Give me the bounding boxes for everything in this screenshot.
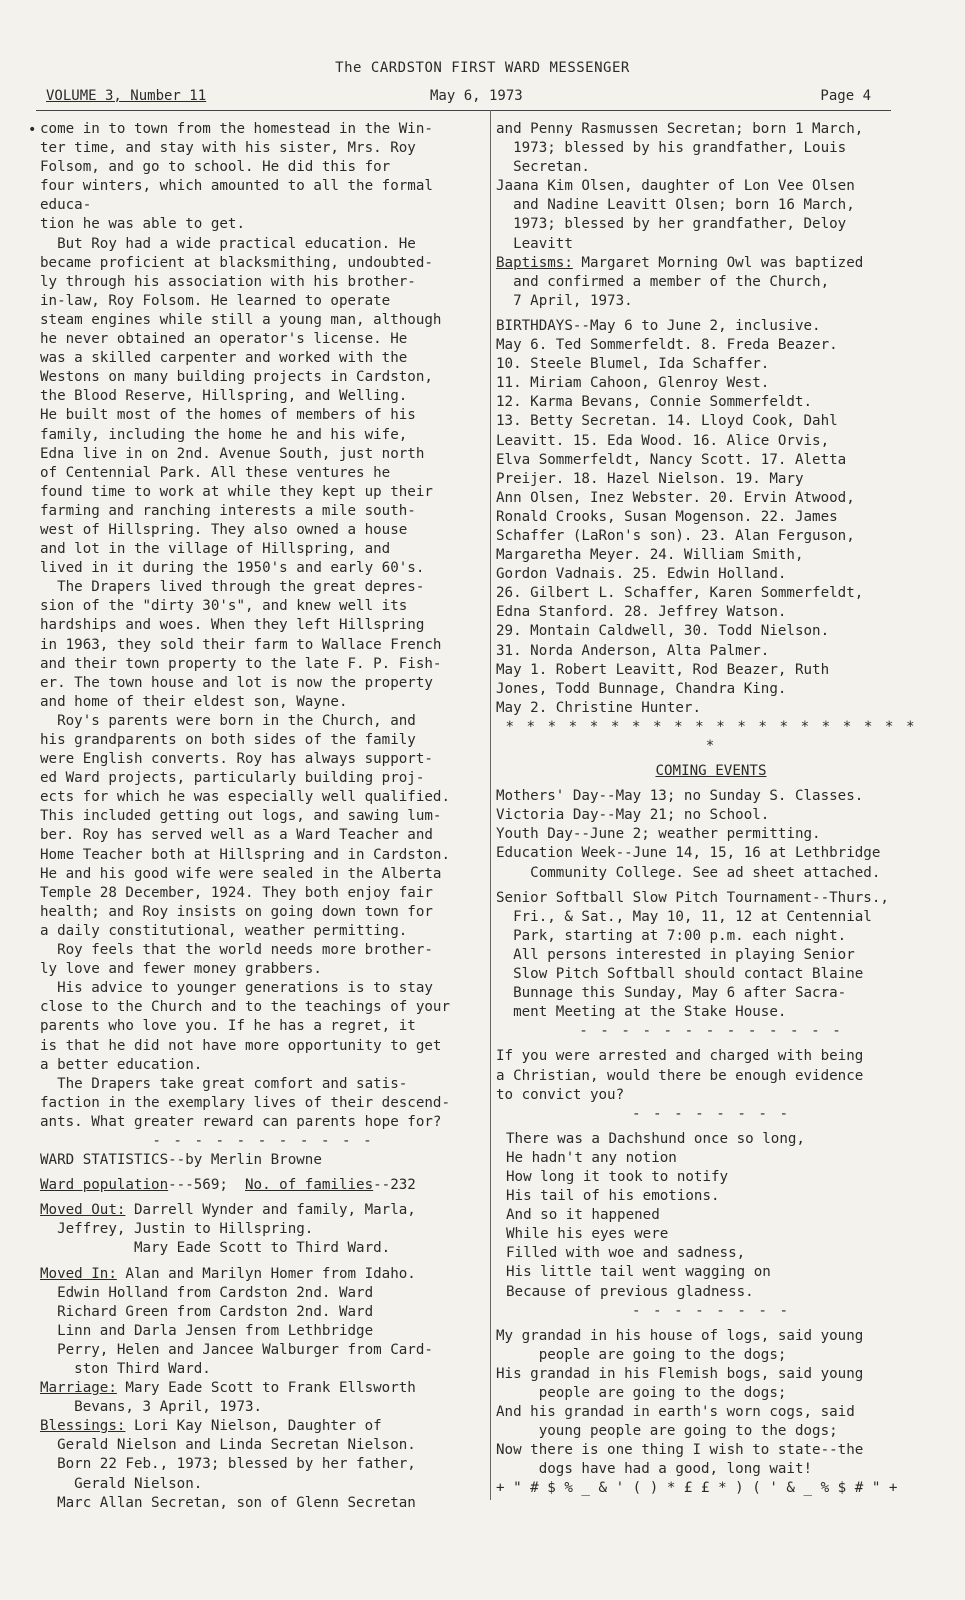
text-line: But Roy had a wide practical education. He: [57, 235, 416, 252]
section-divider: - - - - - - - -: [631, 1105, 791, 1122]
text-line: were English converts. Roy has always support-: [40, 751, 433, 768]
story-paragraph-3: [40, 578, 486, 712]
list-item: Community College. See ad sheet attached.: [530, 864, 881, 881]
text-line: was a skilled carpenter and worked with the: [40, 350, 408, 367]
symbol-border: + " # $ % _ & ' ( ) * £ £ * ) ( ' & _ % $ # " +: [496, 1480, 898, 1497]
birthdays: [496, 317, 926, 718]
text-line: in-law, Roy Folsom. He learned to operate: [40, 292, 391, 309]
story-paragraph-6: [40, 979, 486, 1074]
text-line: Bunnage this Sunday, May 6 after Sacra-: [513, 985, 847, 1002]
blessings-line: [40, 1417, 486, 1436]
text-line: Margaret Morning Owl was baptized: [581, 254, 864, 271]
section-divider: - - - - - - - - - - -: [152, 1132, 374, 1149]
right-column: [496, 120, 926, 1499]
volume-row: [46, 88, 871, 108]
text-line: Leavitt: [513, 235, 573, 252]
text-line: a Christian, would there be enough evidence: [496, 1067, 864, 1084]
star-divider: * * * * * * * * * * * * * * * * * * * * *: [505, 718, 917, 754]
list-item: 11. Miriam Cahoon, Glenroy West.: [496, 375, 770, 392]
text-line: in 1963, they sold their farm to Wallace French: [40, 636, 442, 653]
text-line: Linn and Darla Jensen from Lethbridge: [57, 1322, 374, 1339]
moved-in-line: [40, 1265, 486, 1284]
text-line: the Blood Reserve, Hillspring, and Welling.: [40, 388, 408, 405]
text-line: 7 April, 1973.: [513, 292, 633, 309]
text-line: Edna live in on 2nd. Avenue South, just north: [40, 445, 425, 462]
poem-line: There was a Dachshund once so long,: [506, 1130, 805, 1147]
text-line: and Nadine Leavitt Olsen; born 16 March,: [513, 197, 855, 214]
section-title: WARD STATISTICS--by Merlin Browne: [40, 1152, 322, 1169]
list-item: 12. Karma Bevans, Connie Sommerfeldt.: [496, 394, 813, 411]
population-value: ---569;: [168, 1177, 228, 1194]
text-line: ly love and fewer money grabbers.: [40, 961, 322, 978]
list-item: May 6. Ted Sommerfeldt. 8. Freda Beazer.: [496, 337, 838, 354]
list-item: 31. Norda Anderson, Alta Palmer.: [496, 642, 770, 659]
list-item: Mothers' Day--May 13; no Sunday S. Classes.: [496, 788, 864, 805]
poem-line: people are going to the dogs;: [538, 1346, 787, 1363]
column-divider: [490, 110, 491, 1500]
baptisms-line: [496, 254, 926, 273]
text-line: Park, starting at 7:00 p.m. each night.: [513, 927, 847, 944]
text-line: tion he was able to get.: [40, 216, 245, 233]
blessings-continued: [496, 120, 926, 254]
marriage-label: Marriage:: [40, 1380, 117, 1397]
poem-line: My grandad in his house of logs, said young: [496, 1327, 864, 1344]
birthdays-title: BIRTHDAYS--May 6 to June 2, inclusive.: [496, 317, 821, 334]
text-line: and confirmed a member of the Church,: [513, 273, 830, 290]
ward-statistics: [40, 1151, 486, 1513]
text-line: close to the Church and to the teachings of your: [40, 999, 450, 1016]
poem-line: And so it happened: [506, 1207, 660, 1224]
poem-line: people are going to the dogs;: [538, 1385, 787, 1401]
moved-out-line: [40, 1201, 486, 1220]
text-line: Folsom, and go to school. He did this for: [40, 159, 391, 176]
margin-mark: •: [28, 122, 37, 138]
poem-line: His tail of his emotions.: [506, 1188, 720, 1205]
text-line: is that he did not have more opportunity to get: [40, 1037, 442, 1054]
coming-events: [496, 787, 926, 882]
text-line: he never obtained an operator's license. He: [40, 331, 408, 348]
text-line: a better education.: [40, 1056, 203, 1073]
list-item: 10. Steele Blumel, Ida Schaffer.: [496, 356, 770, 373]
text-line: Lori Kay Nielson, Daughter of: [133, 1418, 382, 1435]
section-divider: - - - - - - - - - - - - -: [579, 1023, 843, 1040]
text-line: Edwin Holland from Cardston 2nd. Ward: [57, 1284, 374, 1301]
baptisms-label: Baptisms:: [496, 254, 573, 271]
text-line: steam engines while still a young man, although: [40, 311, 442, 328]
text-line: Roy feels that the world needs more brother-: [57, 942, 433, 959]
blessings-label: Blessings:: [40, 1418, 126, 1435]
header-rule: [36, 110, 891, 111]
text-line: a daily constitutional, weather permitting.: [40, 922, 408, 939]
list-item: May 2. Christine Hunter.: [496, 699, 701, 716]
story-paragraph-2: [40, 235, 486, 579]
page-number: Page 4: [820, 88, 871, 104]
text-line: and lot in the village of Hillspring, and: [40, 541, 391, 558]
text-line: If you were arrested and charged with being: [496, 1048, 864, 1065]
text-line: All persons interested in playing Senior: [513, 946, 855, 963]
section-divider: - - - - - - - -: [631, 1302, 791, 1319]
poem-line: Now there is one thing I wish to state--the: [496, 1442, 864, 1459]
text-line: His advice to younger generations is to stay: [57, 980, 433, 997]
text-line: found time to work at while they kept up their: [40, 483, 433, 500]
list-item: Education Week--June 14, 15, 16 at Lethbridge: [496, 845, 881, 862]
poem-line: Because of previous gladness.: [506, 1283, 754, 1300]
text-line: ter time, and stay with his sister, Mrs. Roy: [40, 140, 416, 157]
text-line: Gerald Nielson and Linda Secretan Nielson.: [57, 1437, 416, 1454]
dachshund-poem: [496, 1130, 926, 1302]
population-line: [40, 1176, 486, 1195]
list-item: Edna Stanford. 28. Jeffrey Watson.: [496, 604, 787, 621]
events-title: COMING EVENTS: [655, 763, 767, 780]
text-line: and home of their eldest son, Wayne.: [40, 693, 348, 710]
list-item: Ronald Crooks, Susan Mogenson. 22. James: [496, 508, 838, 525]
text-line: ston Third Ward.: [74, 1361, 211, 1377]
text-line: Senior Softball Slow Pitch Tournament--Thurs.,: [496, 889, 889, 906]
text-line: Mary Eade Scott to Frank Ellsworth: [125, 1380, 416, 1397]
list-item: 29. Montain Caldwell, 30. Todd Nielson.: [496, 623, 830, 640]
text-line: to convict you?: [496, 1086, 625, 1103]
text-line: lived in it during the 1950's and early 60's.: [40, 560, 425, 577]
text-line: Secretan.: [513, 159, 590, 176]
text-line: four winters, which amounted to all the formal educa-: [40, 178, 433, 214]
moved-in-label: Moved In:: [40, 1265, 117, 1282]
poem-line: He hadn't any notion: [506, 1149, 677, 1166]
text-line: Bevans, 3 April, 1973.: [74, 1399, 263, 1416]
list-item: 13. Betty Secretan. 14. Lloyd Cook, Dahl: [496, 413, 838, 430]
text-line: family, including the home he and his wife,: [40, 426, 408, 443]
text-line: The Drapers take great comfort and satis-: [57, 1075, 408, 1092]
text-line: ment Meeting at the Stake House.: [513, 1004, 787, 1021]
text-line: and Penny Rasmussen Secretan; born 1 March,: [496, 121, 864, 137]
list-item: Leavitt. 15. Eda Wood. 16. Alice Orvis,: [496, 432, 830, 449]
volume-number: VOLUME 3, Number 11: [46, 88, 207, 104]
text-line: Born 22 Feb., 1973; blessed by her father,: [57, 1456, 416, 1473]
text-line: west of Hillspring. They also owned a house: [40, 521, 408, 538]
population-label: Ward population: [40, 1177, 169, 1194]
text-line: Roy's parents were born in the Church, and: [57, 712, 416, 729]
text-line: Darrell Wynder and family, Marla,: [133, 1202, 416, 1219]
list-item: 26. Gilbert L. Schaffer, Karen Sommerfeldt,: [496, 585, 864, 602]
text-line: of Centennial Park. All these ventures he: [40, 464, 391, 481]
text-line: 1973; blessed by her grandfather, Deloy: [513, 216, 847, 233]
poem-line: Filled with woe and sadness,: [506, 1245, 746, 1262]
text-line: Jeffrey, Justin to Hillspring.: [57, 1221, 314, 1238]
list-item: Youth Day--June 2; weather permitting.: [496, 826, 821, 843]
text-line: Perry, Helen and Jancee Walburger from Card-: [57, 1341, 433, 1358]
text-line: This included getting out logs, and sawing lum-: [40, 808, 442, 825]
list-item: Elva Sommerfeldt, Nancy Scott. 17. Aletta: [496, 451, 847, 468]
list-item: Jones, Todd Bunnage, Chandra King.: [496, 680, 787, 697]
story-paragraph-1: [40, 120, 486, 235]
text-line: became proficient at blacksmithing, undoubted-: [40, 254, 433, 271]
text-line: parents who love you. If he has a regret, it: [40, 1018, 416, 1035]
text-line: Slow Pitch Softball should contact Blaine: [513, 966, 864, 983]
story-paragraph-7: [40, 1075, 486, 1132]
text-line: faction in the exemplary lives of their descend-: [40, 1094, 450, 1111]
text-line: Westons on many building projects in Cardston,: [40, 369, 433, 386]
text-line: farming and ranching interests a mile south-: [40, 502, 416, 519]
text-line: ber. Roy has served well as a Ward Teacher and: [40, 827, 433, 844]
poem-line: His grandad in his Flemish bogs, said young: [496, 1365, 864, 1382]
text-line: He and his good wife were sealed in the Alberta: [40, 865, 442, 882]
poem-line: While his eyes were: [506, 1226, 669, 1243]
poem-line: dogs have had a good, long wait!: [538, 1461, 813, 1478]
grandad-poem: [496, 1327, 926, 1480]
masthead: The CARDSTON FIRST WARD MESSENGER: [335, 60, 630, 76]
list-item: Margaretha Meyer. 24. William Smith,: [496, 547, 804, 564]
list-item: May 1. Robert Leavitt, Rod Beazer, Ruth: [496, 661, 830, 678]
text-line: come in to town from the homestead in the Win-: [40, 121, 433, 137]
text-line: Mary Eade Scott to Third Ward.: [133, 1240, 391, 1257]
text-line: 1973; blessed by his grandfather, Louis: [513, 140, 847, 157]
text-line: Jaana Kim Olsen, daughter of Lon Vee Olsen: [496, 178, 855, 195]
moved-out-label: Moved Out:: [40, 1202, 126, 1219]
families-label: No. of families: [245, 1177, 374, 1194]
text-line: Home Teacher both at Hillspring and in Cardston.: [40, 846, 450, 863]
list-item: Schaffer (LaRon's son). 23. Alan Ferguson,: [496, 527, 855, 544]
marriage-line: [40, 1379, 486, 1398]
text-line: Marc Allan Secretan, son of Glenn Secretan: [57, 1494, 416, 1511]
text-line: ects for which he was especially well qualified.: [40, 789, 450, 806]
text-line: and their town property to the late F. P. Fish-: [40, 655, 442, 672]
baptisms: [496, 254, 926, 311]
text-line: health; and Roy insists on going down town for: [40, 903, 433, 920]
poem-line: How long it took to notify: [506, 1168, 729, 1185]
text-line: hardships and woes. When they left Hillspring: [40, 617, 425, 634]
list-item: Preijer. 18. Hazel Nielson. 19. Mary: [496, 470, 804, 487]
text-line: ants. What greater reward can parents hope for?: [40, 1113, 442, 1130]
list-item: Victoria Day--May 21; no School.: [496, 807, 770, 824]
text-line: Richard Green from Cardston 2nd. Ward: [57, 1303, 374, 1320]
poem-line: young people are going to the dogs;: [538, 1423, 838, 1440]
text-line: sion of the "dirty 30's", and knew well its: [40, 598, 408, 615]
left-column: [40, 120, 486, 1513]
text-line: ly through his association with his brother-: [40, 273, 416, 290]
text-line: Gerald Nielson.: [74, 1475, 203, 1492]
list-item: Gordon Vadnais. 25. Edwin Holland.: [496, 566, 787, 583]
text-line: He built most of the homes of members of his: [40, 407, 416, 424]
text-line: ed Ward projects, particularly building proj-: [40, 770, 425, 787]
story-paragraph-4: [40, 712, 486, 941]
families-value: --232: [373, 1177, 416, 1194]
text-line: his grandparents on both sides of the family: [40, 732, 416, 748]
text-line: Temple 28 December, 1924. They both enjoy fair: [40, 884, 433, 901]
poem-line: And his grandad in earth's worn cogs, said: [496, 1404, 855, 1421]
text-line: Fri., & Sat., May 10, 11, 12 at Centennial: [513, 908, 872, 925]
issue-date: May 6, 1973: [430, 88, 523, 104]
poem-line: His little tail went wagging on: [506, 1264, 771, 1281]
story-paragraph-5: [40, 941, 486, 979]
softball-notice: [496, 889, 926, 1023]
text-line: The Drapers lived through the great depres-: [57, 579, 425, 596]
list-item: Ann Olsen, Inez Webster. 20. Ervin Atwood,: [496, 489, 855, 506]
text-line: er. The town house and lot is now the property: [40, 674, 433, 691]
text-line: Alan and Marilyn Homer from Idaho.: [125, 1265, 416, 1282]
question-notice: [496, 1047, 926, 1104]
